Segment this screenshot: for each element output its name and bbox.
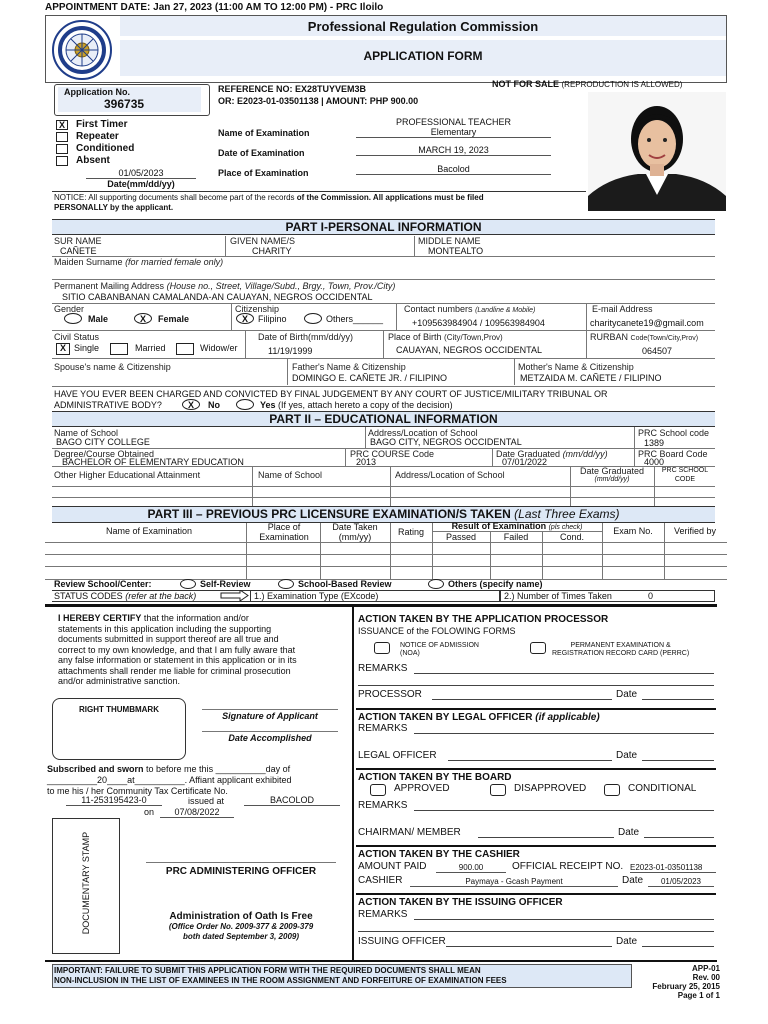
ctc-date: 07/08/2022 [160, 807, 234, 818]
application-no-label: Application No. [64, 87, 130, 97]
not-for-sale: NOT FOR SALE (REPRODUCTION IS ALLOWED) [492, 79, 683, 89]
application-date-label: Date(mm/dd/yy) [107, 179, 175, 189]
board-date-label: Date [618, 827, 640, 838]
prc-seal [52, 20, 112, 80]
exam-type-code: 1.) Examination Type (EXcode) [254, 591, 379, 601]
higher-address-label: Address/Location of School [395, 470, 505, 480]
issuing-action-title: ACTION TAKEN BY THE ISSUING OFFICER [358, 897, 563, 908]
conditioned-label: Conditioned [76, 143, 135, 154]
surname-label: SUR NAME [54, 236, 102, 246]
absent-checkbox[interactable] [56, 156, 68, 166]
oath-note-1: (Office Order No. 2009-377 & 2009-379 [168, 922, 314, 931]
citizenship-label: Citizenship [235, 304, 280, 314]
given-name: CHARITY [252, 246, 292, 256]
part1-heading: PART I-PERSONAL INFORMATION [52, 219, 715, 235]
address: SITIO CABANBANAN CAMALANDA-AN CAUAYAN, NEGROS OCCIDENTAL [62, 292, 373, 302]
repeater-label: Repeater [76, 131, 119, 142]
married-label: Married [135, 343, 166, 353]
administering-officer-label: PRC ADMINISTERING OFFICER [165, 866, 317, 877]
contact-label: Contact numbers (Landline & Mobile) [404, 304, 536, 314]
place-of-birth: CAUAYAN, NEGROS OCCIDENTAL [396, 345, 543, 355]
ctc-number: 11-253195423-0 [66, 795, 162, 806]
part2-heading: PART II – EDUCATIONAL INFORMATION [52, 411, 715, 427]
legal-action-title: ACTION TAKEN BY LEGAL OFFICER (if applicable) [358, 712, 600, 723]
times-taken-value: 0 [648, 591, 654, 601]
issuing-officer-label: ISSUING OFFICER [358, 936, 446, 947]
charged-yes-label: Yes (If yes, attach hereto a copy of the decision) [260, 400, 453, 410]
lic-col-place: Place of Examination [259, 522, 309, 542]
cashier-value: Paymaya - Gcash Payment [410, 877, 618, 887]
others-citizenship-radio[interactable] [304, 313, 322, 324]
address-label: Permanent Mailing Address (House no., Street, Village/Subd., Brgy., Town, Prov./City) [54, 281, 396, 291]
issuing-date-label: Date [616, 936, 638, 947]
first-timer-label: First Timer [76, 119, 128, 130]
cashier-date: 01/05/2023 [648, 877, 714, 887]
school-code: 1389 [644, 438, 665, 448]
others-citizenship-label: Others______ [326, 314, 384, 324]
filipino-label: Filipino [258, 314, 287, 324]
charged-no-radio[interactable]: X [182, 399, 200, 410]
lic-col-date: Date Taken (mm/yy) [332, 522, 378, 542]
widow-checkbox[interactable] [176, 343, 194, 355]
board-code-label: PRC Board Code [638, 449, 708, 459]
thumbmark-label: RIGHT THUMBMARK [79, 705, 159, 714]
processor-date-label: Date [616, 689, 638, 700]
higher-grad-label: Date Graduated [579, 466, 645, 476]
notice: NOTICE: All supporting documents shall become part of the records of the Commission. All applications must be filed PERSONALLY by the applicant. [54, 193, 484, 212]
mother-name: METZAIDA M. CAÑETE / FILIPINO [520, 373, 662, 383]
school-code-label: PRC School code [638, 428, 710, 438]
higher-grad-note: (mm/dd/yy) [594, 476, 630, 483]
issuing-remarks-label: REMARKS [358, 909, 408, 920]
single-checkbox[interactable]: X [56, 343, 70, 355]
important-line-2: NON-INCLUSION IN THE LIST OF EXAMINEES IN THE ROOM ASSIGNMENT AND FORFEITURE OF EXAMINATION FEES [54, 976, 507, 985]
school-address: BAGO CITY, NEGROS OCCIDENTAL [370, 437, 522, 447]
cashier-label: CASHIER [358, 875, 403, 886]
degree: BACHELOR OF ELEMENTARY EDUCATION [62, 457, 244, 467]
lic-col-passed: Passed [445, 532, 477, 542]
self-review-label: Self-Review [200, 579, 251, 589]
male-radio[interactable] [64, 313, 82, 324]
issuance-label: ISSUANCE of the FOLOWING FORMS [358, 626, 516, 636]
processor-remarks-label: REMARKS [358, 663, 408, 674]
receipt-number: E2023-01-03501138 [630, 863, 716, 873]
legal-remarks-label: REMARKS [358, 723, 408, 734]
lic-col-result: Result of Examination (pls check) [451, 521, 583, 531]
chairman-label: CHAIRMAN/ MEMBER [358, 827, 461, 838]
exam-date-label: Date of Examination [218, 148, 305, 158]
lic-col-examno: Exam No. [613, 526, 653, 536]
conditioned-checkbox[interactable] [56, 144, 68, 154]
noa-label: NOTICE OF ADMISSION (NOA) [400, 642, 479, 657]
board-remarks-label: REMARKS [358, 800, 408, 811]
issued-at-label: issued at [188, 796, 225, 806]
times-taken-label: 2.) Number of Times Taken [504, 591, 612, 601]
middle-name: MONTEALTO [428, 246, 484, 256]
review-label: Review School/Center: [54, 579, 152, 589]
on-label: on [144, 807, 155, 817]
appointment-date: APPOINTMENT DATE: Jan 27, 2023 (11:00 AM TO 12:00 PM) - PRC Iloilo [45, 2, 384, 13]
form-title: APPLICATION FORM [363, 49, 483, 63]
higher-school-label: Name of School [258, 470, 323, 480]
contact-numbers: +109563984904 / 109563984904 [412, 318, 545, 328]
email-address: charitycanete19@gmail.com [590, 318, 704, 328]
arrow-right-icon [220, 590, 250, 601]
rurban-code: 064507 [642, 346, 673, 356]
school-review-radio[interactable] [278, 579, 294, 589]
exam-category: Elementary [356, 127, 551, 138]
legal-date-label: Date [616, 750, 638, 761]
processor-label: PROCESSOR [358, 689, 422, 700]
self-review-radio[interactable] [180, 579, 196, 589]
board-code: 4000 [644, 457, 665, 467]
married-checkbox[interactable] [110, 343, 128, 355]
date-accomplished-label: Date Accomplished [228, 733, 312, 743]
date-graduated: 07/01/2022 [502, 457, 548, 467]
amount-paid: 900.00 [436, 863, 506, 873]
disapproved-checkbox[interactable] [490, 784, 506, 796]
lic-col-failed: Failed [503, 532, 529, 542]
sworn-text: Subscribed and sworn to before me this __________day of __________20____at__________. Affiant applicant exhibited to me his / her Community Tax Certificate No. [47, 764, 292, 796]
given-name-label: GIVEN NAME/S [230, 236, 296, 246]
school-label: Name of School [54, 428, 119, 438]
applicant-photo [588, 92, 726, 211]
rurban-label: RURBAN Code(Town/City,Prov) [590, 332, 699, 342]
lic-col-cond: Cond. [559, 532, 585, 542]
school-name: BAGO CITY COLLEGE [56, 437, 150, 447]
cashier-date-label: Date [622, 875, 644, 886]
degree-label: Degree/Course Obtained [54, 449, 155, 459]
father-name: DOMINGO E. CAÑETE JR. / FILIPINO [292, 373, 448, 383]
part3-heading: PART III – PREVIOUS PRC LICENSURE EXAMINATION/S TAKEN (Last Three Exams) [52, 506, 715, 523]
female-radio[interactable]: X [134, 313, 152, 324]
charged-question: HAVE YOU EVER BEEN CHARGED AND CONVICTED BY FINAL JUDGEMENT BY ANY COURT OF JUSTICE/MILITARY TRIBUNAL OR [54, 389, 608, 399]
exam-place-label: Place of Examination [218, 168, 309, 178]
higher-education-label: Other Higher Educational Attainment [54, 470, 201, 480]
amount-paid-label: AMOUNT PAID [358, 861, 427, 872]
approved-label: APPROVED [394, 783, 450, 794]
signature-label: Signature of Applicant [222, 711, 318, 721]
widow-label: Widow/er [200, 343, 238, 353]
female-label: Female [158, 314, 190, 324]
certification-text: I HEREBY CERTIFY that the information and/or statements in this application including the supporting documents submitted in support thereof are all true and correct to my own knowledge, and that I am fully aware that any false information or statement in this application or in its attachments shall render me liable for criminal prosecution and/or administrative sanction. [58, 613, 297, 686]
conditional-label: CONDITIONAL [628, 783, 697, 794]
legal-officer-label: LEGAL OFFICER [358, 750, 437, 761]
course-code: 2013 [356, 457, 377, 467]
charged-no-label: No [208, 400, 220, 410]
cashier-action-title: ACTION TAKEN BY THE CASHIER [358, 849, 520, 860]
processor-action-title: ACTION TAKEN BY THE APPLICATION PROCESSOR [358, 614, 609, 625]
receipt-label: OFFICIAL RECEIPT NO. [512, 861, 624, 872]
email-label: E-mail Address [592, 304, 653, 314]
oath-free-label: Administration of Oath Is Free [169, 911, 313, 922]
application-no: 396735 [104, 97, 145, 111]
exam-name: PROFESSIONAL TEACHER [395, 117, 512, 127]
documentary-stamp-label: DOCUMENTARY STAMP [81, 831, 91, 935]
course-code-label: PRC COURSE Code [350, 449, 435, 459]
middle-name-label: MIDDLE NAME [418, 236, 481, 246]
exam-place: Bacolod [356, 164, 551, 175]
absent-label: Absent [76, 155, 110, 166]
approved-checkbox[interactable] [370, 784, 386, 796]
board-action-title: ACTION TAKEN BY THE BOARD [358, 772, 512, 783]
noa-checkbox[interactable] [374, 642, 390, 654]
first-timer-checkbox[interactable]: X [56, 120, 68, 130]
disapproved-label: DISAPPROVED [514, 783, 587, 794]
lic-col-verified: Verified by [673, 526, 717, 536]
male-label: Male [88, 314, 109, 324]
school-address-label: Address/Location of School [368, 428, 478, 438]
status-codes-label: STATUS CODES (refer at the back) [54, 591, 197, 601]
form-code-block: APP-01 Rev. 00 February 25, 2015 Page 1 of 1 [652, 964, 720, 1000]
others-review-label: Others (specify name) [448, 579, 543, 589]
exam-name-label: Name of Examination [218, 128, 310, 138]
filipino-radio[interactable]: X [236, 313, 254, 324]
perrc-checkbox[interactable] [530, 642, 546, 654]
others-review-radio[interactable] [428, 579, 444, 589]
father-label: Father's Name & Citizenship [292, 362, 406, 372]
charged-question-2: ADMINISTRATIVE BODY? [54, 400, 162, 410]
gender-label: Gender [54, 304, 85, 314]
pob-label: Place of Birth (City/Town,Prov) [388, 332, 503, 342]
higher-code-label: PRC SCHOOL CODE [661, 467, 709, 483]
conditional-checkbox[interactable] [604, 784, 620, 796]
spouse-label: Spouse's name & Citizenship [54, 362, 171, 372]
school-review-label: School-Based Review [298, 579, 392, 589]
lic-col-rating: Rating [397, 527, 424, 537]
important-line-1: IMPORTANT: FAILURE TO SUBMIT THIS APPLICATION FORM WITH THE REQUIRED DOCUMENTS SHALL MEAN [54, 966, 481, 975]
date-of-birth: 11/19/1999 [268, 346, 313, 356]
repeater-checkbox[interactable] [56, 132, 68, 142]
single-label: Single [74, 343, 100, 353]
date-graduated-label: Date Graduated (mm/dd/yy) [496, 449, 608, 459]
oath-note-2: both dated September 3, 2009) [182, 932, 300, 941]
agency-name: Professional Regulation Commission [307, 19, 539, 34]
application-date: 01/05/2023 [86, 168, 196, 179]
exam-date: MARCH 19, 2023 [356, 145, 551, 156]
maiden-name-label: Maiden Surname (for married female only) [54, 257, 224, 267]
charged-yes-radio[interactable] [236, 399, 254, 410]
dob-label: Date of Birth(mm/dd/yy) [258, 332, 354, 342]
or-amount: OR: E2023-01-03501138 | AMOUNT: PHP 900.00 [218, 96, 419, 106]
issued-at-place: BACOLOD [244, 795, 340, 806]
civil-status-label: Civil Status [54, 332, 100, 342]
surname: CAÑETE [60, 246, 97, 256]
lic-col-name: Name of Examination [105, 526, 193, 536]
reference-no: REFERENCE NO: EX28TUYVEM3B [218, 84, 367, 94]
mother-label: Mother's Name & Citizenship [518, 362, 634, 372]
perrc-label: PERMANENT EXAMINATION & REGISTRATION RECORD CARD (PERRC) [552, 642, 690, 657]
